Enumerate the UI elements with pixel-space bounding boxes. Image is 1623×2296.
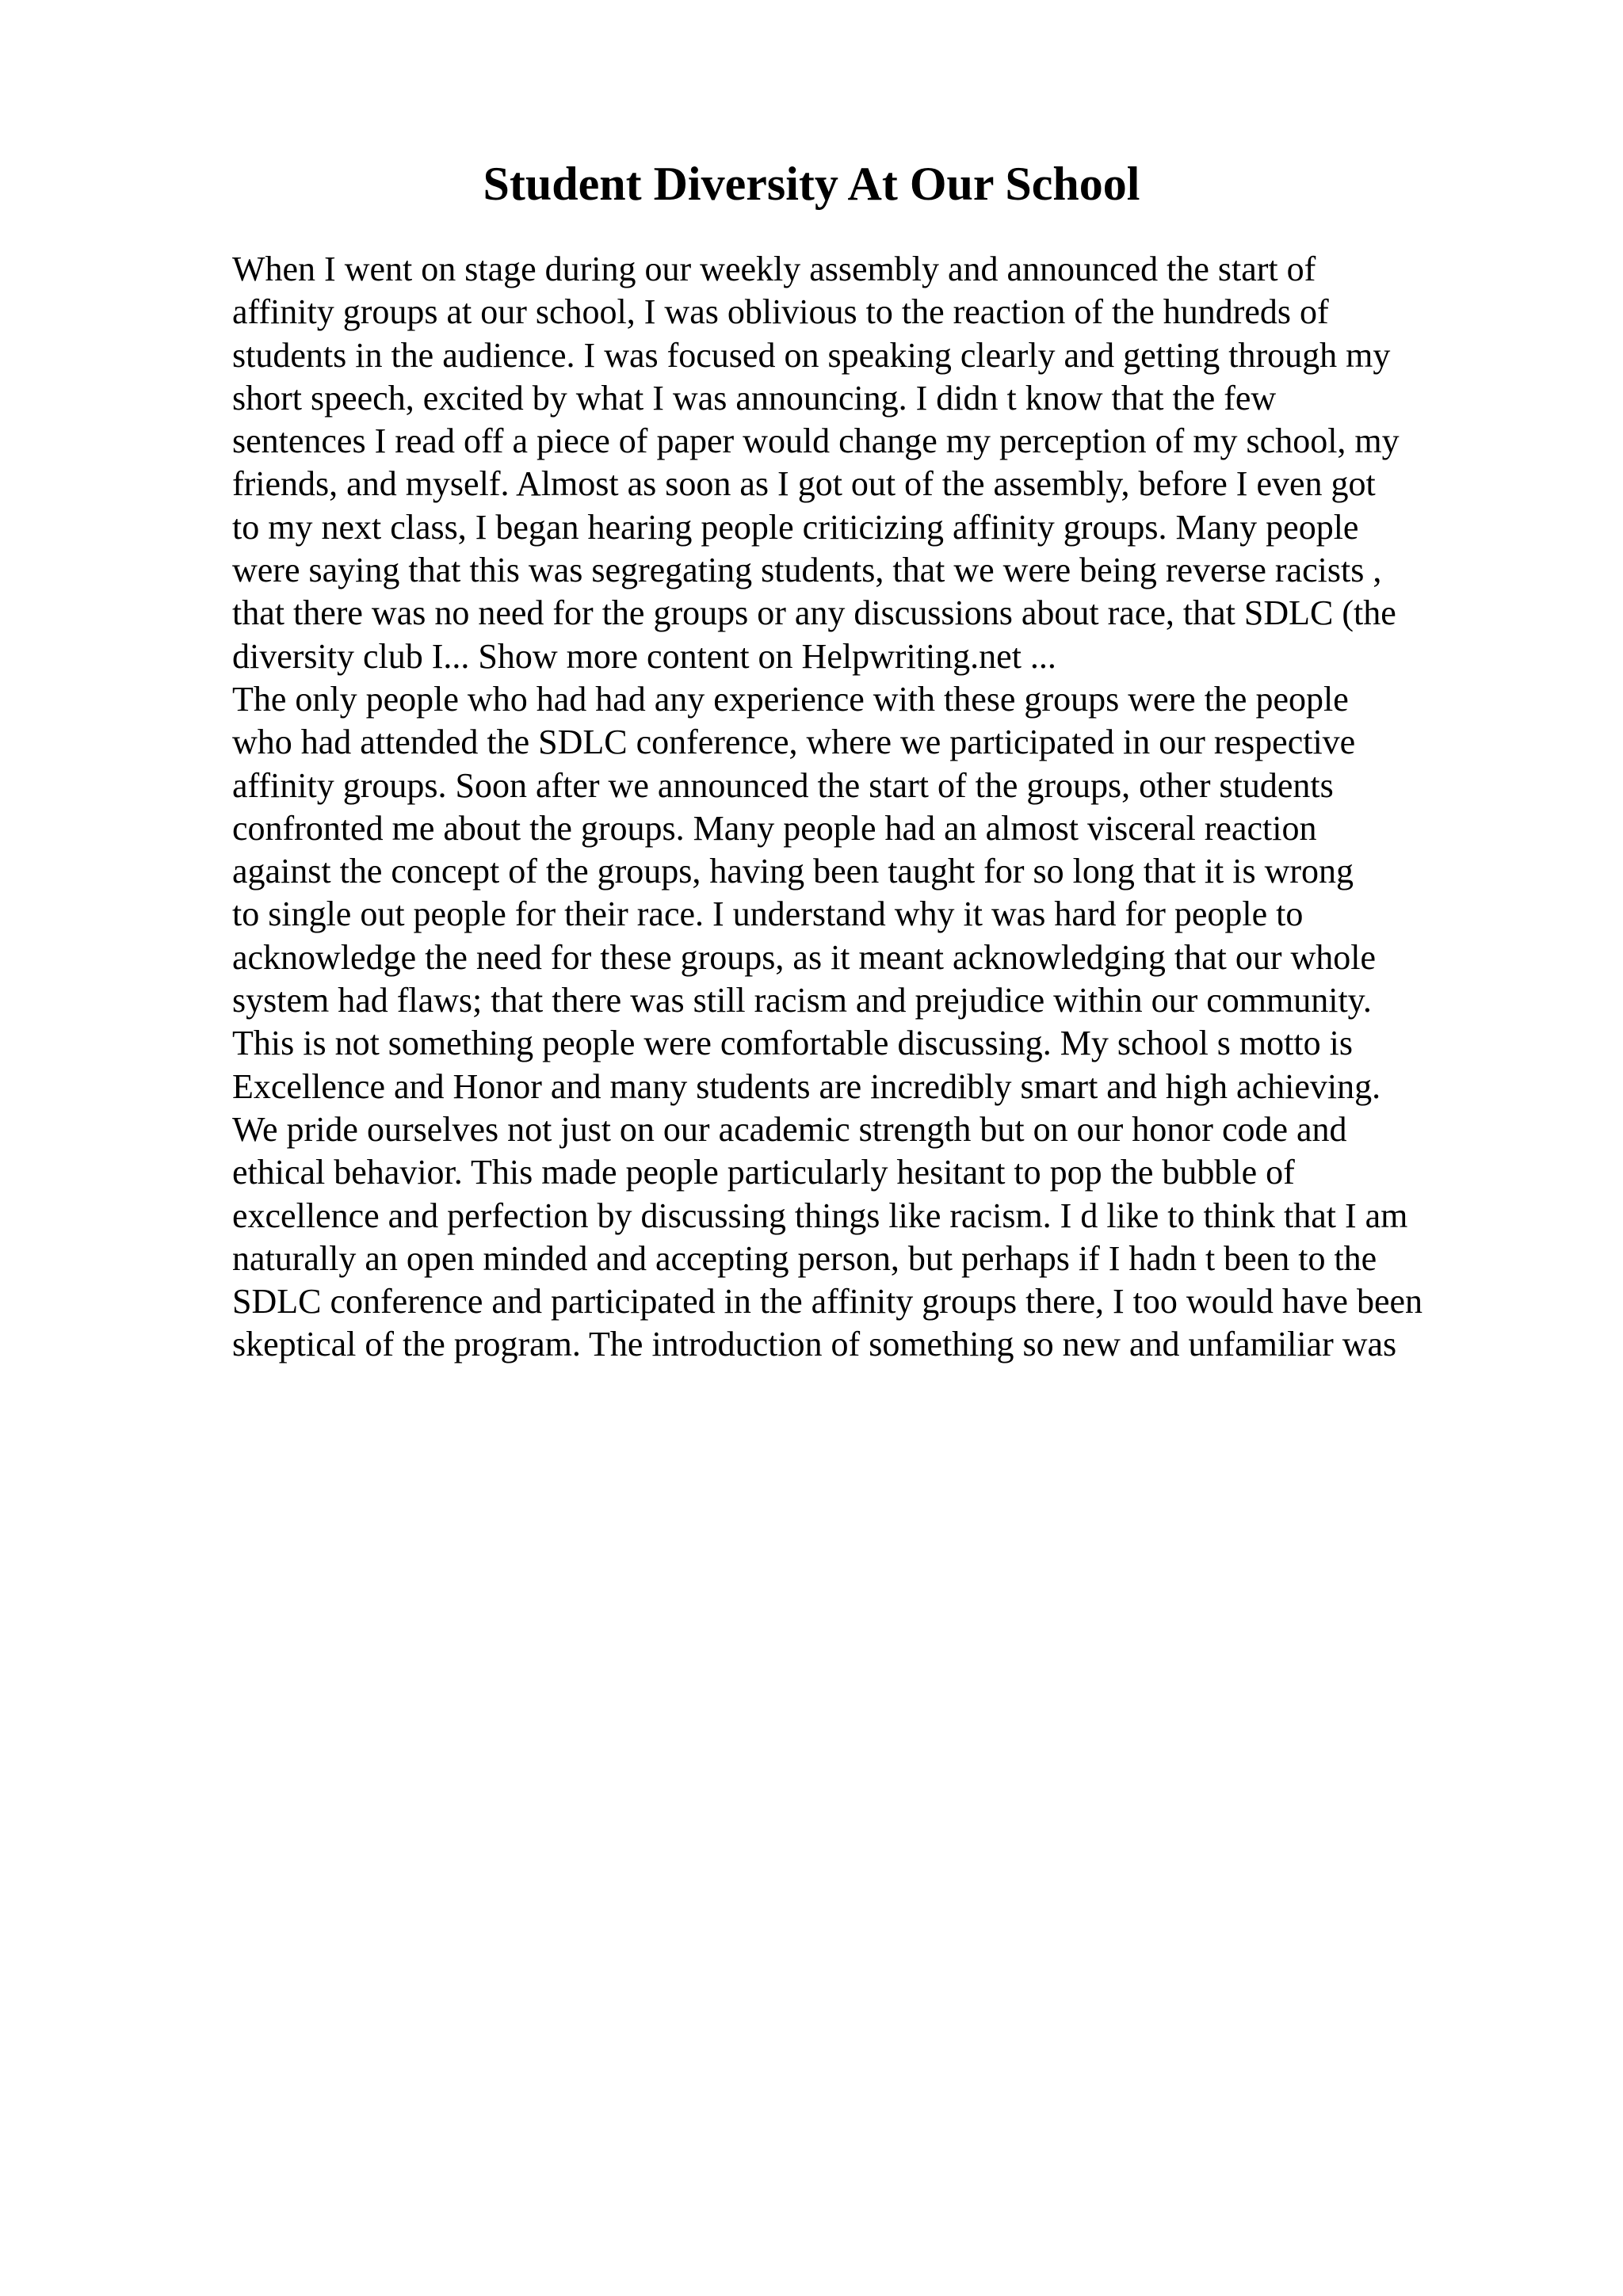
text-line: friends, and myself. Almost as soon as I got out of the assembly, before I even got [232, 464, 1376, 504]
text-line: to my next class, I began hearing people criticizing affinity groups. Many people [232, 507, 1359, 547]
text-line: were saying that this was segregating students, that we were being reverse racists , [232, 551, 1382, 590]
text-line: affinity groups. Soon after we announced the start of the groups, other students [232, 765, 1334, 805]
text-line: skeptical of the program. The introduction of something so new and unfamiliar was [232, 1325, 1397, 1364]
text-line: to single out people for their race. I understand why it was hard for people to [232, 894, 1304, 934]
text-line: SDLC conference and participated in the affinity groups there, I too would have been [232, 1282, 1423, 1322]
text-line: Excellence and Honor and many students are incredibly smart and high achieving. [232, 1066, 1381, 1106]
document-title: Student Diversity At Our School [483, 158, 1140, 210]
document-body [232, 248, 1595, 1367]
text-line: We pride ourselves not just on our academic strength but on our honor code and [232, 1109, 1347, 1149]
text-line: system had flaws; that there was still racism and prejudice within our community. [232, 981, 1372, 1020]
text-line: short speech, excited by what I was announcing. I didn t know that the few [232, 378, 1277, 418]
text-line: The only people who had had any experience with these groups were the people [232, 679, 1349, 719]
text-line: ethical behavior. This made people particularly hesitant to pop the bubble of [232, 1153, 1295, 1192]
text-line: naturally an open minded and accepting person, but perhaps if I hadn t been to the [232, 1238, 1377, 1278]
text-line: against the concept of the groups, having been taught for so long that it is wrong [232, 852, 1354, 891]
text-line: affinity groups at our school, I was oblivious to the reaction of the hundreds of [232, 292, 1329, 332]
text-line: When I went on stage during our weekly assembly and announced the start of [232, 250, 1316, 288]
text-line: that there was no need for the groups or any discussions about race, that SDLC (the [232, 593, 1396, 633]
text-line: students in the audience. I was focused on speaking clearly and getting through my [232, 335, 1391, 375]
text-line: This is not something people were comfortable discussing. My school s motto is [232, 1024, 1353, 1063]
text-line: sentences I read off a piece of paper would change my perception of my school, my [232, 421, 1400, 461]
text-line: who had attended the SDLC conference, where we participated in our respective [232, 723, 1356, 762]
text-line: excellence and perfection by discussing things like racism. I d like to think that I am [232, 1196, 1408, 1235]
text-line: acknowledge the need for these groups, as it meant acknowledging that our whole [232, 937, 1376, 977]
text-line: confronted me about the groups. Many people had an almost visceral reaction [232, 808, 1317, 848]
text-line: diversity club I... Show more content on Helpwriting.net ... [232, 636, 1056, 676]
